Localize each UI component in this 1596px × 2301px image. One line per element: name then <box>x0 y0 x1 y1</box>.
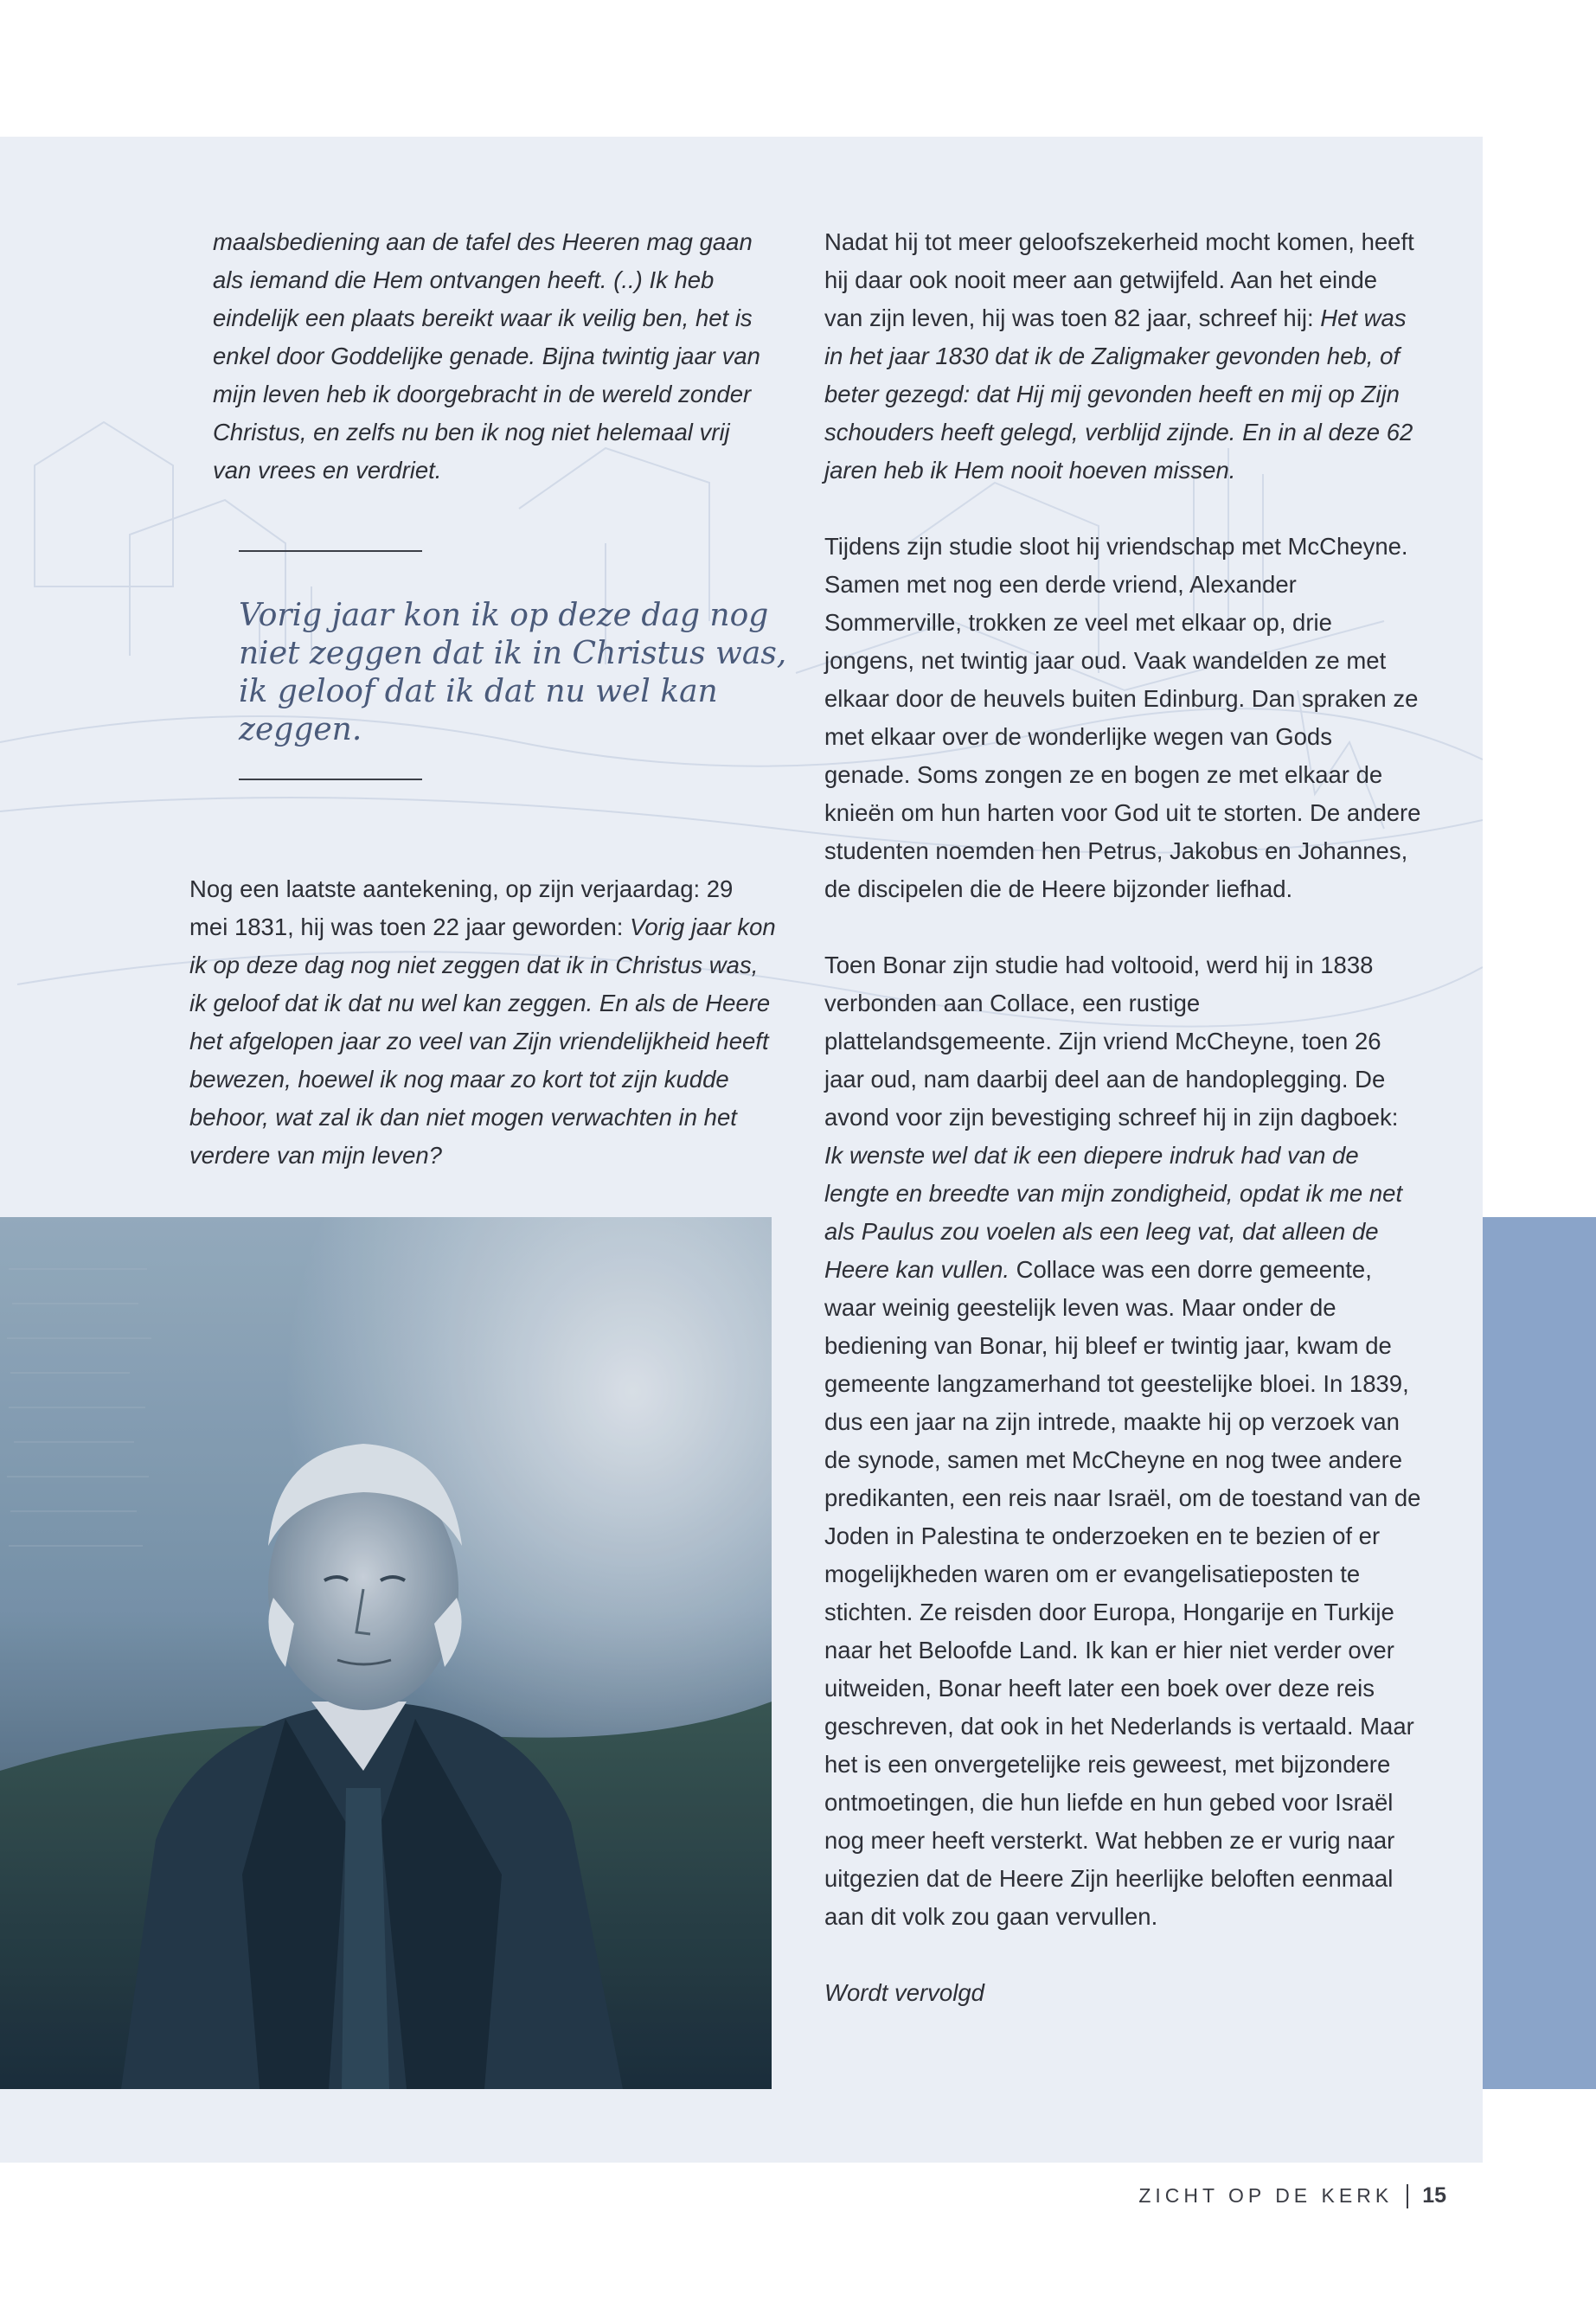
page-number: 15 <box>1422 2183 1446 2208</box>
left-top-line: Christus, en zelfs nu ben ik nog niet helemaal vrij <box>213 419 730 445</box>
left-top-line: enkel door Goddelijke genade. Bijna twintig jaar van <box>213 343 760 369</box>
paragraph-collace <box>824 946 1421 1936</box>
paragraph-collace-text: Toen Bonar zijn studie had voltooid, werd hij in 1838 verbonden aan Collace, een rustige plattelandsgemeente. Zijn vriend McCheyne, toen 26 jaar oud, nam daarbij deel aan de handoplegging. De avond voor zijn bevestiging schreef hij in zijn dagboek: <box>824 952 1399 1131</box>
paragraph-collace-rest: Collace was een dorre gemeente, waar weinig geestelijk leven was. Maar onder de bediening van Bonar, hij bleef er twintig jaar, kwam de gemeente langzamerhand tot geestelijke bloei. In 1839, dus een jaar na zijn intrede, maakte hij op verzoek van de synode, samen met McCheyne en nog twee andere predikanten, een reis naar Israël, om de toestand van de Joden in Palestina te onderzoeken en te bezien of er mogelijkheden waren om er evangelisatieposten te stichten. Ze reisden door Europa, Hongarije en Turkije naar het Beloofde Land. Ik kan er hier niet verder over uitweiden, Bonar heeft later een boek over deze reis geschreven, dat ook in het Nederlands is vertaald. Maar het is een onvergetelijke reis geweest, met bijzondere ontmoetingen, die hun liefde en hun gebed voor Israël nog meer heeft versterkt. Wat hebben ze er vurig naar uitgezien dat de Heere Zijn heerlijke beloften eenmaal aan dit volk zou gaan vervullen. <box>824 1256 1421 1930</box>
paragraph-faith-quote: Het was in het jaar 1830 dat ik de Zaligmaker gevonden heb, of beter gezegd: dat Hij mij gevonden heeft en mij op Zijn schouders heeft gelegd, verblijd zijnde. En in al deze 62 jaren heb ik Hem nooit hoeven missen. <box>824 304 1413 484</box>
birthday-note-quote: Vorig jaar kon ik op deze dag nog niet zeggen dat ik in Christus was, ik geloof dat ik dat nu wel kan zeggen. En als de Heere het afgelopen jaar zo veel van Zijn vriendelijkheid heeft bewezen, hoewel ik nog maar zo kort tot zijn kudde behoor, wat zal ik dan niet mogen verwachten in het verdere van mijn leven? <box>189 913 776 1169</box>
left-top-line: maalsbediening aan de tafel des Heeren mag gaan <box>213 228 753 255</box>
left-top-line: als iemand die Hem ontvangen heeft. (..) Ik heb <box>213 266 715 293</box>
left-top-line: van vrees en verdriet. <box>213 457 442 484</box>
left-top-quote <box>213 223 784 490</box>
portrait-illustration <box>0 1217 772 2089</box>
left-top-line: eindelijk een plaats bereikt waar ik veilig ben, het is <box>213 304 753 331</box>
right-column <box>824 223 1421 2012</box>
footer-divider <box>1407 2184 1408 2208</box>
birthday-note <box>189 870 778 1175</box>
paragraph-faith-text: Nadat hij tot meer geloofszekerheid mocht komen, heeft hij daar ook nooit meer aan getwijfeld. Aan het einde van zijn leven, hij was toen 82 jaar, schreef hij: <box>824 228 1414 331</box>
paragraph-faith <box>824 223 1421 490</box>
to-be-continued: Wordt vervolgd <box>824 1979 984 2006</box>
portrait-image <box>0 1217 772 2089</box>
left-top-line: mijn leven heb ik doorgebracht in de wereld zonder <box>213 381 752 407</box>
pull-quote: Vorig jaar kon ik op deze dag nog niet zeggen dat ik in Christus was, ik geloof dat ik dat nu wel kan zeggen. <box>239 598 787 747</box>
paragraph-collace-quote: Ik wenste wel dat ik een diepere indruk had van de lengte en breedte van mijn zondigheid, opdat ik me net als Paulus zou voelen als een leeg vat, dat alleen de Heere kan vullen. <box>824 1142 1403 1283</box>
birthday-note-intro: Nog een laatste aantekening, op zijn verjaardag: 29 mei 1831, hij was toen 22 jaar geworden: <box>189 875 734 940</box>
pull-quote-rule-bottom <box>239 779 422 780</box>
magazine-title: ZICHT OP DE KERK <box>1138 2184 1394 2207</box>
pull-quote-rule-top <box>239 550 422 552</box>
paragraph-friendship: Tijdens zijn studie sloot hij vriendschap met McCheyne. Samen met nog een derde vriend, Alexander Sommerville, trokken ze veel met elkaar op, drie jongens, net twintig jaar oud. Vaak wandelden ze met elkaar door de heuvels buiten Edinburg. Dan spraken ze met elkaar over de wonderlijke wegen van Gods genade. Soms zongen ze en bogen ze met elkaar de knieën om hun harten voor God uit te storten. De andere studenten noemden hen Petrus, Jakobus en Johannes, de discipelen die de Heere bijzonder liefhad. <box>824 533 1421 902</box>
page-footer <box>1138 2183 1446 2208</box>
accent-band <box>1483 1217 1596 2089</box>
